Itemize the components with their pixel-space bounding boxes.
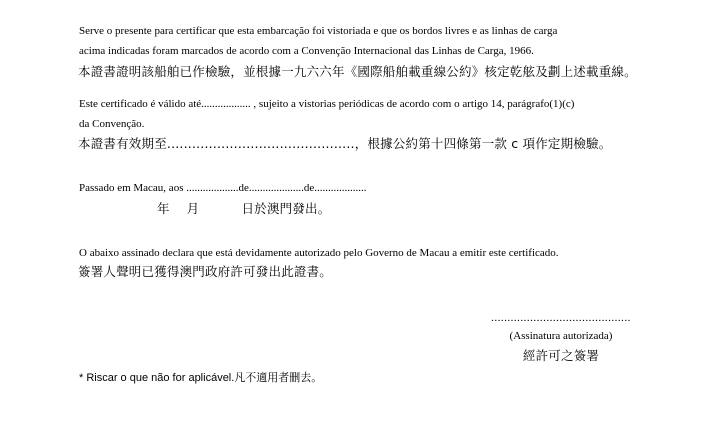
para1-pt-line1: Serve o presente para certificar que esta embarcação foi vistoriada e que os bordos livres e as linhas de carga <box>79 25 558 37</box>
para2-pt-line2: da Convenção. <box>79 118 145 130</box>
issue-place-date-zh: 年 月 日於澳門發出。 <box>157 201 331 216</box>
para1-pt-line2: acima indicadas foram marcados de acordo com a Convenção Internacional das Linhas de Carga, 1966. <box>79 45 534 57</box>
authorization-declaration: O abaixo assinado declara que está devidamente autorizado pelo Governo de Macau a emitir este certificado. <box>79 247 559 259</box>
para2-pt-line1: Este certificado é válido até.................. , sujeito a vistorias periódicas de acordo com o artigo 14, parágrafo(1)(c) <box>79 98 575 110</box>
signature-caption-zh: 經許可之簽署 <box>522 348 600 363</box>
para1-zh: 本證書證明該船舶已作檢驗，並根據一九六六年《國際船舶載重線公約》核定乾舷及劃上述載重線。 <box>78 64 637 79</box>
signature-line: ........................................... <box>491 312 631 324</box>
para2-zh: 本證書有效期至.............................................，根據公約第十四條第一款 c 項作定期檢驗。 <box>78 136 612 151</box>
footnote: * Riscar o que não for aplicável.凡不適用者刪去。 <box>79 372 323 384</box>
issue-place-date: Passado em Macau, aos ...................de....................de................... <box>79 182 367 194</box>
signature-caption: (Assinatura autorizada) <box>509 330 613 342</box>
authorization-declaration-zh: 簽署人聲明已獲得澳門政府許可發出此證書。 <box>78 264 333 279</box>
